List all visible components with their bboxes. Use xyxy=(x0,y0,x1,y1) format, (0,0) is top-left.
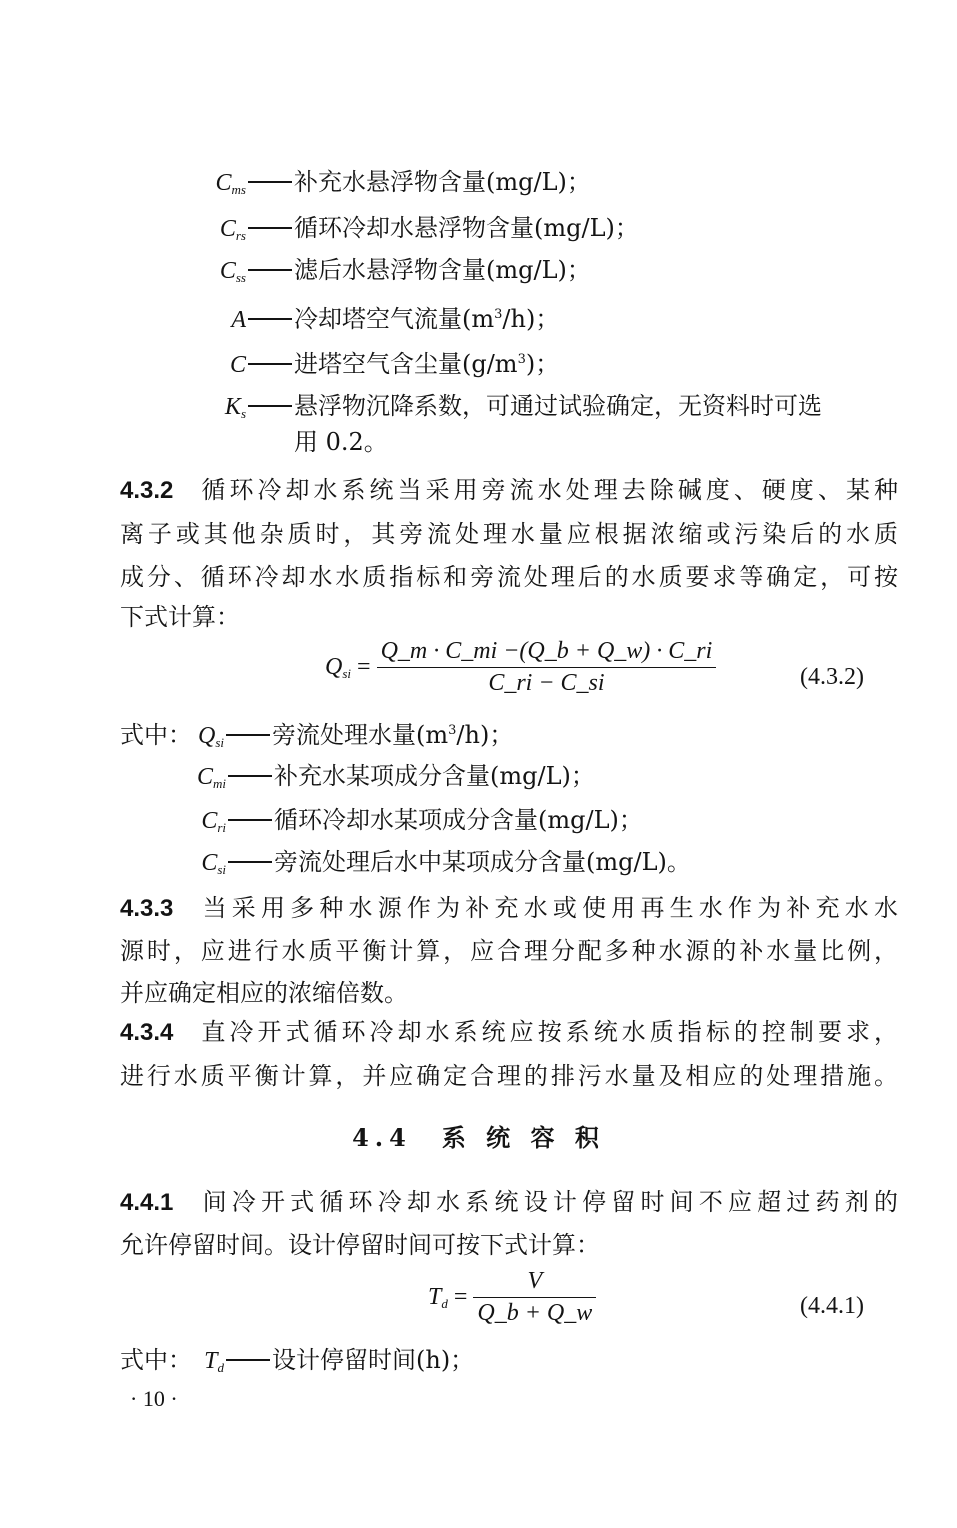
equation-denominator: C_ri − C_si xyxy=(377,667,717,697)
definition-c: C 进塔空气含尘量$(g/m^3)$； xyxy=(229,350,560,378)
clause-4-3-4-line-2: 进行水质平衡计算，并应确定合理的排污水量及相应的处理措施。 xyxy=(120,1062,898,1090)
equation-4-3-2: $Q_{si}$ = $\frac{Q\_m \cdot C\_mi -(Q\_b + Q\_w) \cdot C\_ri}{C\_ri - C\_si}$ xyxy=(325,638,716,697)
definition-c-mi: $C_{mi}$ 补充水某项成分含量(mg/L)； xyxy=(196,762,595,791)
definition-k-s-continuation: 用 0.2。 xyxy=(294,428,388,456)
clause-4-3-4-line-1: 4.3.4 直冷开式循环冷却水系统应按系统水质指标的控制要求， xyxy=(120,1018,898,1046)
clause-number: 4.3.2 xyxy=(120,477,174,504)
clause-4-3-3-line-3: 并应确定相应的浓缩倍数。 xyxy=(120,979,408,1007)
equation-number: (4.4.1) xyxy=(800,1293,864,1319)
equation-4-4-1: $T_d$ = $\frac{V}{Q\_b + Q\_w}$ xyxy=(428,1268,596,1327)
clause-number: 4.3.4 xyxy=(120,1019,174,1046)
page-number: · 10 · xyxy=(130,1386,178,1411)
definition-a: A 冷却塔空气流量$(m^3/h)$； xyxy=(231,305,560,333)
clause-4-3-3-line-1: 4.3.3 当采用多种水源作为补充水或使用再生水作为补充水水 xyxy=(120,894,898,922)
clause-4-3-2-line-1: 4.3.2 循环冷却水系统当采用旁流水处理去除碱度、硬度、某种 xyxy=(120,476,898,504)
definition-k-s: $K_s$ 悬浮物沉降系数，可通过试验确定，无资料时可选 xyxy=(224,392,822,421)
clause-4-3-3-line-2: 源时，应进行水质平衡计算，应合理分配多种水源的补水量比例， xyxy=(120,937,898,965)
where-label: 式中： xyxy=(120,1346,192,1374)
definition-c-ri: $C_{ri}$ 循环冷却水某项成分含量(mg/L)； xyxy=(201,806,643,835)
definition-c-ss: $C_{ss}$ 滤后水悬浮物含量(mg/L)； xyxy=(219,256,591,285)
section-heading: 4.4 系 统 容 积 xyxy=(352,1123,605,1152)
clause-number: 4.3.3 xyxy=(120,895,174,922)
definition-c-rs: $C_{rs}$ 循环冷却水悬浮物含量(mg/L)； xyxy=(219,214,639,243)
clause-4-4-1-line-2: 允许停留时间。设计停留时间可按下式计算： xyxy=(120,1231,600,1259)
clause-4-3-2-line-2: 离子或其他杂质时，其旁流处理水量应根据浓缩或污染后的水质 xyxy=(120,520,898,548)
equation-numerator: V xyxy=(527,1268,543,1294)
clause-4-3-2-line-3: 成分、循环冷却水水质指标和旁流处理后的水质要求等确定，可按 xyxy=(120,563,898,591)
definition-q-si: 式中： $Q_{si}$ 旁流处理水量$(m^3/h)$； xyxy=(120,721,514,750)
definition-c-ms: $C_{ms}$ 补充水悬浮物含量(mg/L)； xyxy=(215,168,591,197)
equation-numerator: Q_m · C_mi −(Q_b + Q_w) · C_ri xyxy=(380,638,713,664)
clause-number: 4.4.1 xyxy=(120,1189,174,1216)
where-label: 式中： xyxy=(120,721,192,749)
definition-t-d: 式中： $T_d$ 设计停留时间(h)； xyxy=(120,1346,475,1375)
equation-denominator: Q_b + Q_w xyxy=(473,1297,596,1327)
equation-number: (4.3.2) xyxy=(800,664,864,690)
clause-4-3-2-line-4: 下式计算： xyxy=(120,603,240,631)
definition-c-si: $C_{si}$ 旁流处理后水中某项成分含量(mg/L)。 xyxy=(201,848,691,877)
equation-fraction xyxy=(473,1268,596,1327)
clause-4-4-1-line-1: 4.4.1 间冷开式循环冷却水系统设计停留时间不应超过药剂的 xyxy=(120,1188,898,1216)
equation-fraction xyxy=(377,638,717,697)
